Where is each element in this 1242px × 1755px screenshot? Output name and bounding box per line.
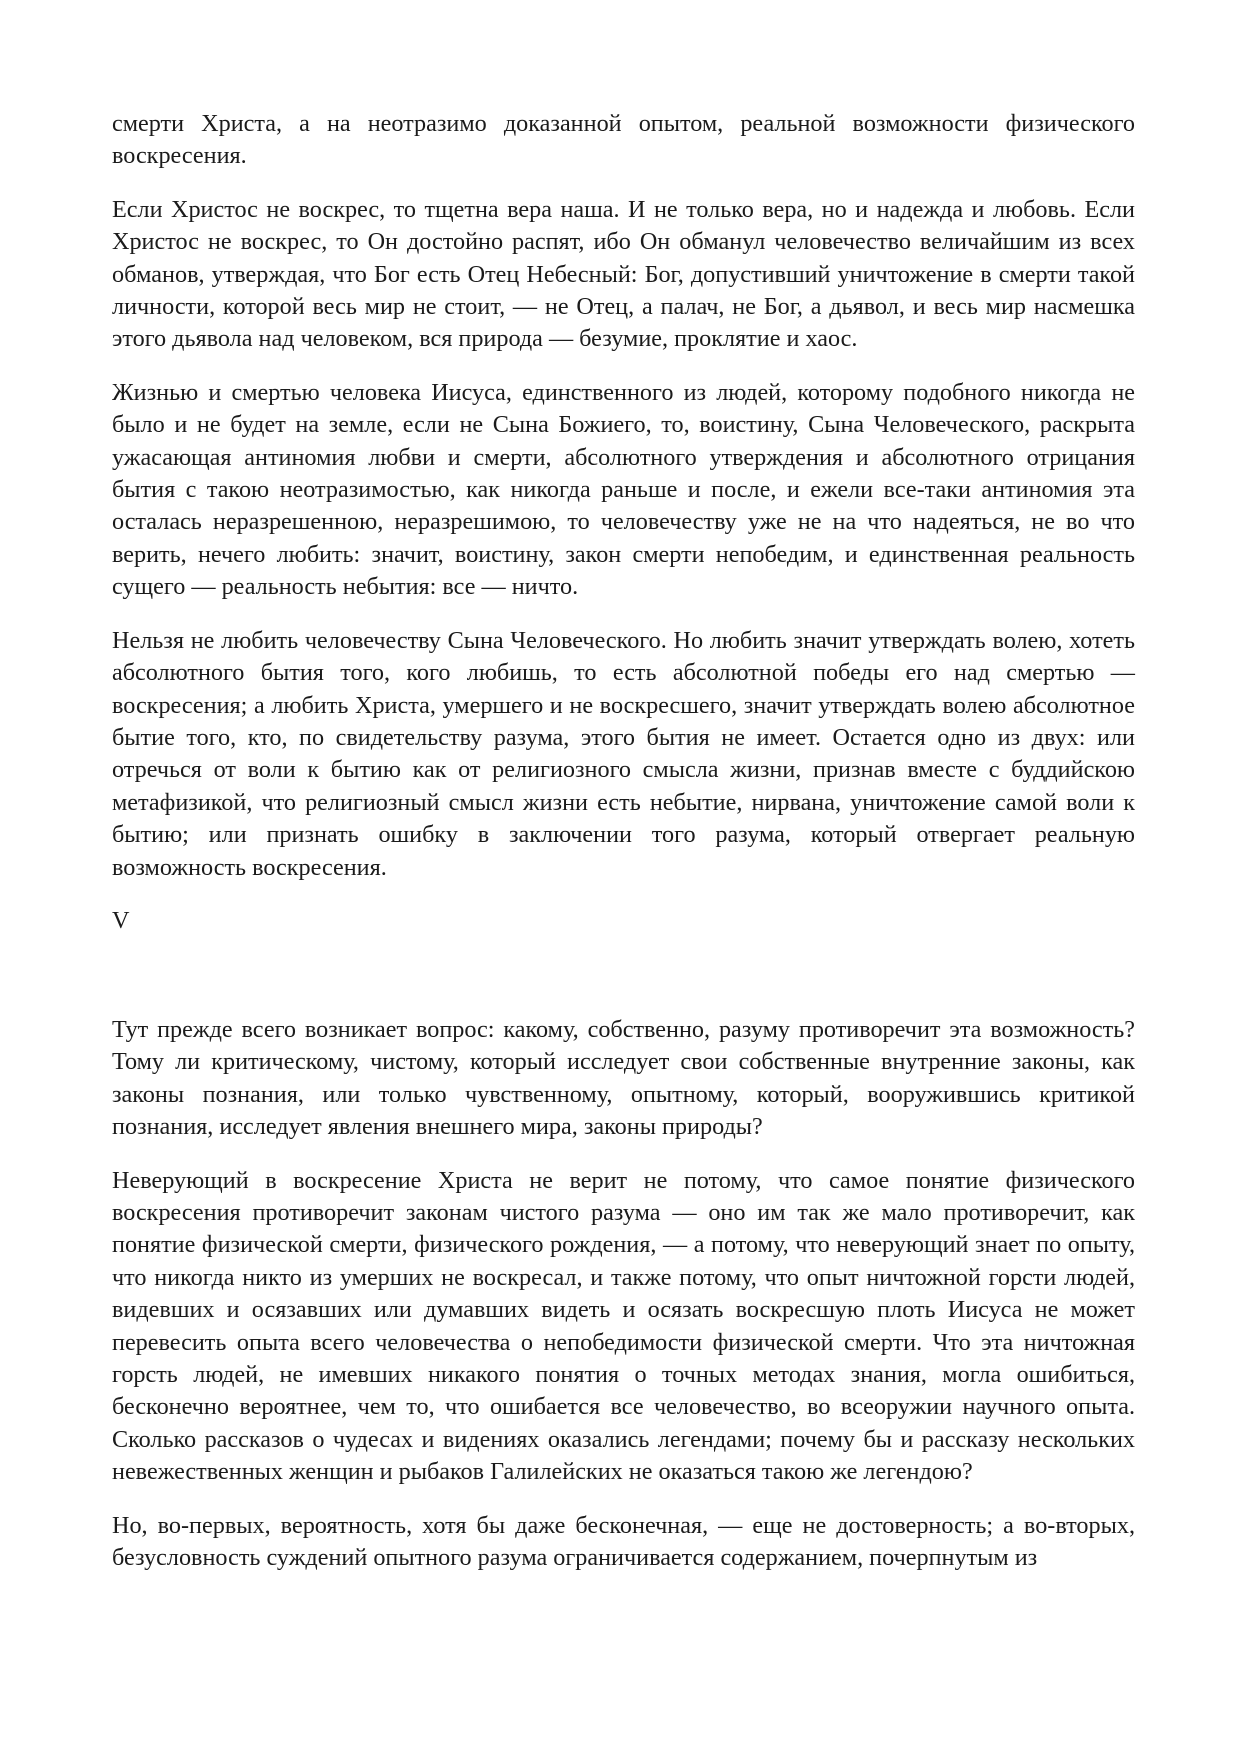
paragraph: Неверующий в воскресение Христа не верит не потому, что самое понятие физического воскресения противоречит законам чистого разума — оно им так же мало противоречит, как понятие физической смерти, физического рождения, — а потому, что неверующий знает по опыту, что никогда никто из умерших не воскресал, и также потому, что опыт ничтожной горсти людей, видевших и осязавших или думавших видеть и осязать воскресшую плоть Иисуса не может перевесить опыта всего человечества о непобедимости физической смерти. Что эта ничтожная горсть людей, не имевших никакого понятия о точных методах знания, могла ошибиться, бесконечно вероятнее, чем то, что ошибается все человечество, во всеоружии научного опыта. Сколько рассказов о чудесах и видениях оказались легендами; почему бы и рассказу нескольких невежественных женщин и рыбаков Галилейских не оказаться такою же легендою? bbox=[112, 1166, 1135, 1486]
paragraph: Жизнью и смертью человека Иисуса, единственного из людей, которому подобного никогда не было и не будет на земле, если не Сына Божиего, то, воистину, Сына Человеческого, раскрыта ужасающая антиномия любви и смерти, абсолютного утверждения и абсолютного отрицания бытия с такою неотразимостью, как никогда раньше и после, и ежели все-таки антиномия эта осталась неразрешенною, неразрешимою, то человечеству уже не на что надеяться, не во что верить, нечего любить: значит, воистину, закон смерти непобедим, и единственная реальность сущего — реальность небытия: все — ничто. bbox=[112, 378, 1135, 601]
paragraph: смерти Христа, а на неотразимо доказанной опытом, реальной возможности физического воскресения. bbox=[112, 110, 1135, 170]
section-heading: V bbox=[112, 906, 130, 934]
paragraph: Нельзя не любить человечеству Сына Человеческого. Но любить значит утверждать волею, хотеть абсолютного бытия того, кого любишь, то есть абсолютной победы его над смертью — воскресения; а любить Христа, умершего и не воскресшего, значит утверждать волею абсолютное бытие того, кто, по свидетельству разума, этого бытия не имеет. Остается одно из двух: или отречься от воли к бытию как от религиозного смысла жизни, признав вместе с буддийскою метафизикой, что религиозный смысл жизни есть небытие, нирвана, уничтожение самой воли к бытию; или признать ошибку в заключении того разума, который отвергает реальную возможность воскресения. bbox=[112, 626, 1135, 881]
document-page bbox=[112, 108, 1135, 1595]
paragraph: Тут прежде всего возникает вопрос: какому, собственно, разуму противоречит эта возможность? Тому ли критическому, чистому, который исследует свои собственные внутренние законы, как законы познания, или только чувственному, опытному, который, вооружившись критикой познания, исследует явления внешнего мира, законы природы? bbox=[112, 1015, 1135, 1141]
paragraph: Но, во-первых, вероятность, хотя бы даже бесконечная, — еще не достоверность; а во-вторых, безусловность суждений опытного разума ограничивается содержанием, почерпнутым из bbox=[112, 1511, 1135, 1572]
paragraph: Если Христос не воскрес, то тщетна вера наша. И не только вера, но и надежда и любовь. Если Христос не воскрес, то Он достойно распят, ибо Он обманул человечество величайшим из всех обманов, утверждая, что Бог есть Отец Небесный: Бог, допустивший уничтожение в смерти такой личности, которой весь мир не стоит, — не Отец, а палач, не Бог, а дьявол, и весь мир насмешка этого дьявола над человеком, вся природа — безумие, проклятие и хаос. bbox=[112, 195, 1135, 353]
